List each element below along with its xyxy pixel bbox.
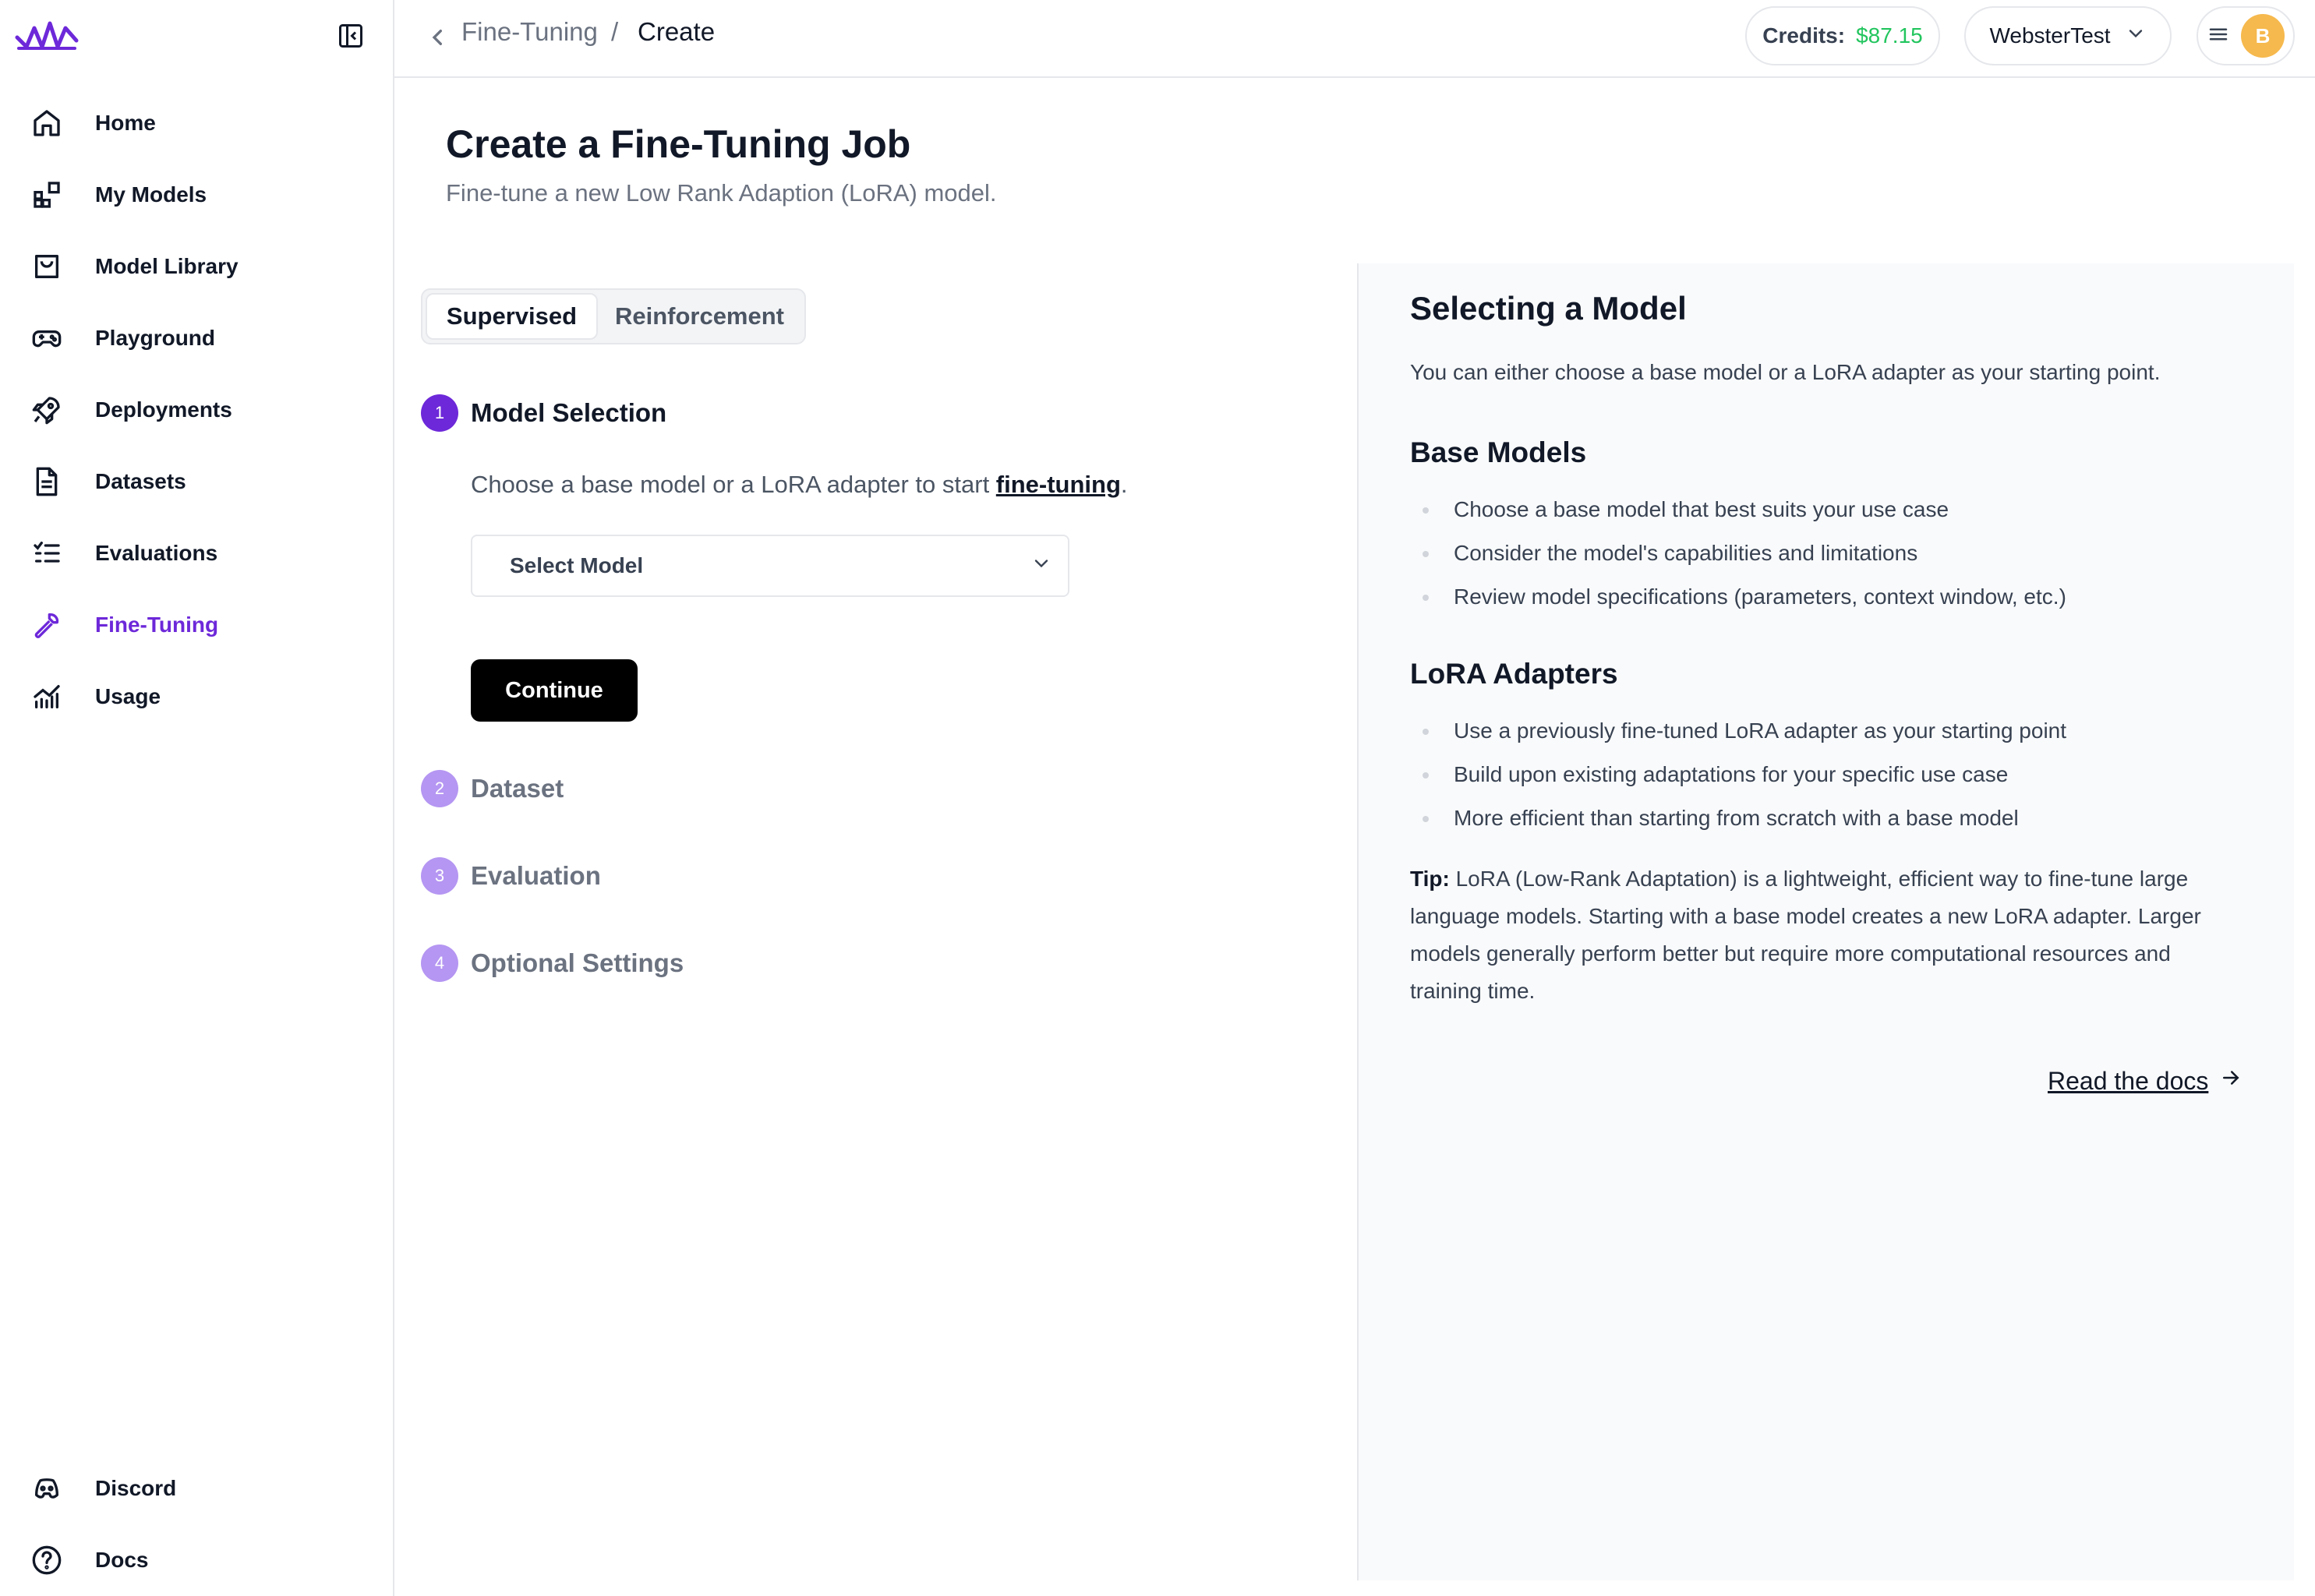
step-title: Evaluation bbox=[471, 861, 601, 890]
credits-badge[interactable] bbox=[1745, 6, 1940, 65]
breadcrumb-separator: / bbox=[611, 17, 619, 46]
shopping-bag-icon bbox=[30, 249, 64, 284]
list-item: More efficient than starting from scratch with a base model bbox=[1410, 796, 2066, 840]
step-title: Optional Settings bbox=[471, 948, 684, 977]
sidebar-item-my-models[interactable] bbox=[30, 171, 373, 218]
sidebar-item-label: Model Library bbox=[95, 254, 239, 278]
credits-label: Credits: bbox=[1762, 23, 1846, 48]
breadcrumb-parent-link[interactable]: Fine-Tuning bbox=[461, 17, 598, 46]
list-item: Consider the model's capabilities and limitations bbox=[1410, 531, 2066, 575]
help-circle-icon bbox=[30, 1543, 64, 1577]
step-title: Dataset bbox=[471, 774, 564, 803]
read-docs-label: Read the docs bbox=[2048, 1066, 2209, 1095]
step-number-badge: 1 bbox=[421, 394, 458, 432]
step-dataset[interactable] bbox=[421, 770, 564, 807]
step-description-text: Choose a base model or a LoRA adapter to start bbox=[471, 471, 996, 498]
step-description bbox=[471, 471, 1128, 499]
sidebar-item-home[interactable] bbox=[30, 100, 373, 147]
sidebar-item-deployments[interactable] bbox=[30, 387, 373, 433]
list-item: Build upon existing adaptations for your specific use case bbox=[1410, 753, 2066, 796]
sidebar-item-label: My Models bbox=[95, 182, 207, 207]
step-title: Model Selection bbox=[471, 398, 667, 427]
help-intro: You can either choose a base model or a LoRA adapter as your starting point. bbox=[1410, 360, 2161, 384]
chevron-down-icon bbox=[1030, 553, 1052, 580]
sidebar-item-fine-tuning[interactable] bbox=[30, 602, 373, 648]
sidebar-item-label: Home bbox=[95, 111, 156, 135]
gamepad-icon bbox=[30, 321, 64, 355]
sidebar-item-model-library[interactable] bbox=[30, 243, 373, 290]
tip-text: LoRA (Low-Rank Adaptation) is a lightweight, efficient way to fine-tune large language models. Starting with a base model creates a new LoRA adapter. Larger models generally perform better but require more computational resources and training time. bbox=[1410, 867, 2201, 1003]
sidebar-item-playground[interactable] bbox=[30, 315, 373, 362]
sidebar-item-label: Playground bbox=[95, 326, 216, 350]
sidebar-item-label: Evaluations bbox=[95, 541, 218, 565]
breadcrumb-current: Create bbox=[638, 17, 716, 46]
step-description-suffix: . bbox=[1120, 471, 1128, 498]
chart-icon bbox=[30, 680, 64, 714]
page-subtitle: Fine-tune a new Low Rank Adaption (LoRA) model. bbox=[446, 179, 997, 207]
step-optional-settings[interactable] bbox=[421, 945, 684, 982]
list-item: Use a previously fine-tuned LoRA adapter as your starting point bbox=[1410, 709, 2066, 753]
arrow-right-icon bbox=[2219, 1066, 2243, 1096]
sidebar-item-label: Fine-Tuning bbox=[95, 613, 219, 637]
file-text-icon bbox=[30, 464, 64, 499]
tip-paragraph bbox=[1410, 860, 2236, 1010]
user-menu-button[interactable] bbox=[2197, 6, 2295, 65]
sidebar-item-label: Deployments bbox=[95, 397, 232, 422]
topbar bbox=[394, 0, 2315, 78]
base-models-heading: Base Models bbox=[1410, 436, 1587, 468]
avatar: B bbox=[2241, 14, 2285, 58]
step-number-badge: 4 bbox=[421, 945, 458, 982]
org-name: WebsterTest bbox=[1989, 23, 2111, 48]
select-model-dropdown[interactable] bbox=[471, 535, 1069, 597]
read-docs-link[interactable] bbox=[2048, 1066, 2243, 1096]
sidebar-item-label: Datasets bbox=[95, 469, 186, 493]
tip-label: Tip: bbox=[1410, 867, 1450, 891]
lora-adapters-list bbox=[1410, 709, 2066, 840]
help-panel bbox=[1357, 263, 2294, 1580]
step-number-badge: 3 bbox=[421, 857, 458, 895]
sidebar-item-discord[interactable] bbox=[30, 1465, 373, 1512]
sidebar-item-evaluations[interactable] bbox=[30, 530, 373, 577]
rocket-icon bbox=[30, 393, 64, 427]
home-icon bbox=[30, 106, 64, 140]
list-item: Choose a base model that best suits your use case bbox=[1410, 488, 2066, 531]
sidebar-item-label: Usage bbox=[95, 684, 161, 708]
sidebar-item-docs[interactable] bbox=[30, 1537, 373, 1584]
org-switcher[interactable] bbox=[1964, 6, 2172, 65]
tab-supervised[interactable]: Supervised bbox=[426, 293, 598, 340]
continue-button[interactable]: Continue bbox=[471, 659, 638, 722]
chevron-down-icon bbox=[2125, 23, 2147, 50]
step-evaluation[interactable] bbox=[421, 857, 601, 895]
fine-tuning-link[interactable]: fine-tuning bbox=[995, 471, 1121, 498]
base-models-list bbox=[1410, 488, 2066, 619]
step-number-badge: 2 bbox=[421, 770, 458, 807]
sidebar-item-usage[interactable] bbox=[30, 673, 373, 720]
list-checks-icon bbox=[30, 536, 64, 570]
blocks-icon bbox=[30, 178, 64, 212]
sidebar bbox=[0, 0, 394, 1596]
wrench-icon bbox=[30, 608, 64, 642]
tab-reinforcement[interactable]: Reinforcement bbox=[614, 302, 784, 330]
discord-icon bbox=[30, 1471, 64, 1506]
lora-adapters-heading: LoRA Adapters bbox=[1410, 658, 1618, 690]
sidebar-item-label: Discord bbox=[95, 1476, 177, 1500]
help-title: Selecting a Model bbox=[1410, 290, 1687, 327]
credits-value: $87.15 bbox=[1856, 23, 1923, 48]
select-model-placeholder: Select Model bbox=[510, 553, 644, 577]
step-model-selection[interactable] bbox=[421, 394, 666, 432]
sidebar-item-datasets[interactable] bbox=[30, 458, 373, 505]
brand-logo[interactable] bbox=[14, 17, 80, 53]
page-title: Create a Fine-Tuning Job bbox=[446, 122, 911, 166]
sidebar-item-label: Docs bbox=[95, 1548, 149, 1572]
training-type-tabs bbox=[421, 288, 806, 344]
menu-icon bbox=[2207, 23, 2230, 50]
list-item: Review model specifications (parameters, context window, etc.) bbox=[1410, 575, 2066, 619]
back-chevron-icon[interactable] bbox=[422, 22, 454, 53]
sidebar-collapse-button[interactable] bbox=[337, 22, 365, 50]
